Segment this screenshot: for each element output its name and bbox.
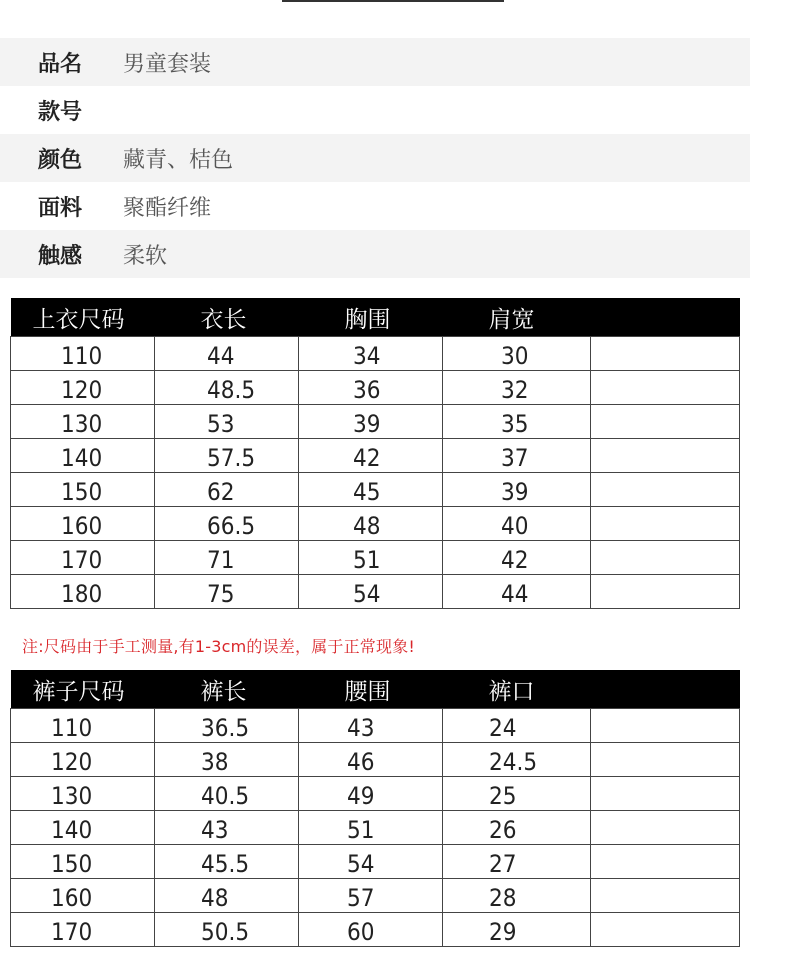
table-cell: 120 bbox=[11, 743, 155, 777]
column-header bbox=[591, 298, 740, 337]
table-cell: 49 bbox=[299, 777, 443, 811]
table-cell: 42 bbox=[299, 439, 443, 473]
table-cell: 120 bbox=[11, 371, 155, 405]
pants-size-table bbox=[10, 670, 740, 947]
table-cell: 60 bbox=[299, 913, 443, 947]
table-cell: 43 bbox=[155, 811, 299, 845]
table-cell: 54 bbox=[299, 845, 443, 879]
table-row bbox=[11, 473, 740, 507]
table-header-row bbox=[11, 298, 740, 337]
table-cell: 38 bbox=[155, 743, 299, 777]
table-row bbox=[11, 371, 740, 405]
table-row bbox=[11, 709, 740, 743]
table-cell: 36 bbox=[299, 371, 443, 405]
table-cell: 180 bbox=[11, 575, 155, 609]
table-cell: 170 bbox=[11, 541, 155, 575]
table-cell: 34 bbox=[299, 337, 443, 371]
table-cell: 25 bbox=[443, 777, 591, 811]
table-header-row bbox=[11, 670, 740, 709]
info-value: 藏青、桔色 bbox=[123, 147, 234, 173]
info-label: 品名 bbox=[38, 51, 83, 77]
table-cell: 160 bbox=[11, 507, 155, 541]
table-row bbox=[11, 337, 740, 371]
table-cell: 57 bbox=[299, 879, 443, 913]
table-cell: 48 bbox=[299, 507, 443, 541]
info-label: 面料 bbox=[38, 195, 83, 221]
column-header: 裤长 bbox=[155, 670, 299, 709]
table-row bbox=[11, 913, 740, 947]
table-cell: 140 bbox=[11, 811, 155, 845]
table-row bbox=[11, 575, 740, 609]
info-value: 男童套装 bbox=[123, 51, 212, 77]
table-cell: 42 bbox=[443, 541, 591, 575]
column-header: 上衣尺码 bbox=[11, 298, 155, 337]
table-cell: 53 bbox=[155, 405, 299, 439]
table-cell bbox=[591, 709, 740, 743]
table-cell: 44 bbox=[155, 337, 299, 371]
column-header: 裤子尺码 bbox=[11, 670, 155, 709]
table-cell: 28 bbox=[443, 879, 591, 913]
table-cell: 32 bbox=[443, 371, 591, 405]
table-cell: 36.5 bbox=[155, 709, 299, 743]
table-cell: 150 bbox=[11, 473, 155, 507]
table-cell: 40.5 bbox=[155, 777, 299, 811]
table-cell bbox=[591, 405, 740, 439]
table-cell bbox=[591, 473, 740, 507]
table-row bbox=[11, 541, 740, 575]
table-cell: 40 bbox=[443, 507, 591, 541]
info-label: 颜色 bbox=[38, 147, 83, 173]
table-row bbox=[11, 879, 740, 913]
table-cell: 35 bbox=[443, 405, 591, 439]
table-cell: 110 bbox=[11, 709, 155, 743]
table-cell: 24.5 bbox=[443, 743, 591, 777]
table-cell: 160 bbox=[11, 879, 155, 913]
table-cell bbox=[591, 879, 740, 913]
table-cell bbox=[591, 439, 740, 473]
table-cell: 110 bbox=[11, 337, 155, 371]
product-info bbox=[0, 38, 750, 278]
info-row-color bbox=[0, 134, 750, 182]
table-cell bbox=[591, 811, 740, 845]
table-cell: 26 bbox=[443, 811, 591, 845]
top-size-table bbox=[10, 298, 740, 609]
table-cell bbox=[591, 845, 740, 879]
table-cell bbox=[591, 575, 740, 609]
table-cell: 66.5 bbox=[155, 507, 299, 541]
column-header: 肩宽 bbox=[443, 298, 591, 337]
column-header: 腰围 bbox=[299, 670, 443, 709]
table-cell: 44 bbox=[443, 575, 591, 609]
table-cell: 45 bbox=[299, 473, 443, 507]
table-cell: 46 bbox=[299, 743, 443, 777]
table-cell: 37 bbox=[443, 439, 591, 473]
table-cell: 150 bbox=[11, 845, 155, 879]
table-cell: 45.5 bbox=[155, 845, 299, 879]
table-row bbox=[11, 743, 740, 777]
table-cell bbox=[591, 371, 740, 405]
table-cell: 140 bbox=[11, 439, 155, 473]
info-row-style-number bbox=[0, 86, 750, 134]
table-cell: 51 bbox=[299, 811, 443, 845]
info-row-feel bbox=[0, 230, 750, 278]
top-divider bbox=[282, 0, 504, 2]
table-cell: 29 bbox=[443, 913, 591, 947]
table-cell: 54 bbox=[299, 575, 443, 609]
table-cell bbox=[591, 777, 740, 811]
table-row bbox=[11, 845, 740, 879]
table-row bbox=[11, 811, 740, 845]
table-cell: 170 bbox=[11, 913, 155, 947]
info-row-name bbox=[0, 38, 750, 86]
table-cell bbox=[591, 541, 740, 575]
table-row bbox=[11, 777, 740, 811]
info-value: 柔软 bbox=[123, 243, 168, 269]
column-header: 胸围 bbox=[299, 298, 443, 337]
info-value: 聚酯纤维 bbox=[123, 195, 212, 221]
table-cell: 130 bbox=[11, 777, 155, 811]
info-label: 款号 bbox=[38, 99, 83, 125]
measurement-note: 注:尺码由于手工测量,有1-3cm的误差，属于正常现象! bbox=[22, 637, 416, 656]
table-cell: 50.5 bbox=[155, 913, 299, 947]
table-cell: 71 bbox=[155, 541, 299, 575]
table-cell: 30 bbox=[443, 337, 591, 371]
table-row bbox=[11, 439, 740, 473]
table-cell bbox=[591, 507, 740, 541]
table-cell: 130 bbox=[11, 405, 155, 439]
table-cell: 39 bbox=[299, 405, 443, 439]
table-cell: 48 bbox=[155, 879, 299, 913]
info-label: 触感 bbox=[38, 243, 83, 269]
table-row bbox=[11, 507, 740, 541]
table-cell: 39 bbox=[443, 473, 591, 507]
table-cell: 57.5 bbox=[155, 439, 299, 473]
table-cell bbox=[591, 337, 740, 371]
column-header bbox=[591, 670, 740, 709]
info-row-fabric bbox=[0, 182, 750, 230]
table-cell bbox=[591, 913, 740, 947]
column-header: 衣长 bbox=[155, 298, 299, 337]
table-cell bbox=[591, 743, 740, 777]
table-cell: 51 bbox=[299, 541, 443, 575]
table-cell: 75 bbox=[155, 575, 299, 609]
table-row bbox=[11, 405, 740, 439]
table-cell: 48.5 bbox=[155, 371, 299, 405]
table-cell: 27 bbox=[443, 845, 591, 879]
table-cell: 43 bbox=[299, 709, 443, 743]
column-header: 裤口 bbox=[443, 670, 591, 709]
table-cell: 24 bbox=[443, 709, 591, 743]
table-cell: 62 bbox=[155, 473, 299, 507]
